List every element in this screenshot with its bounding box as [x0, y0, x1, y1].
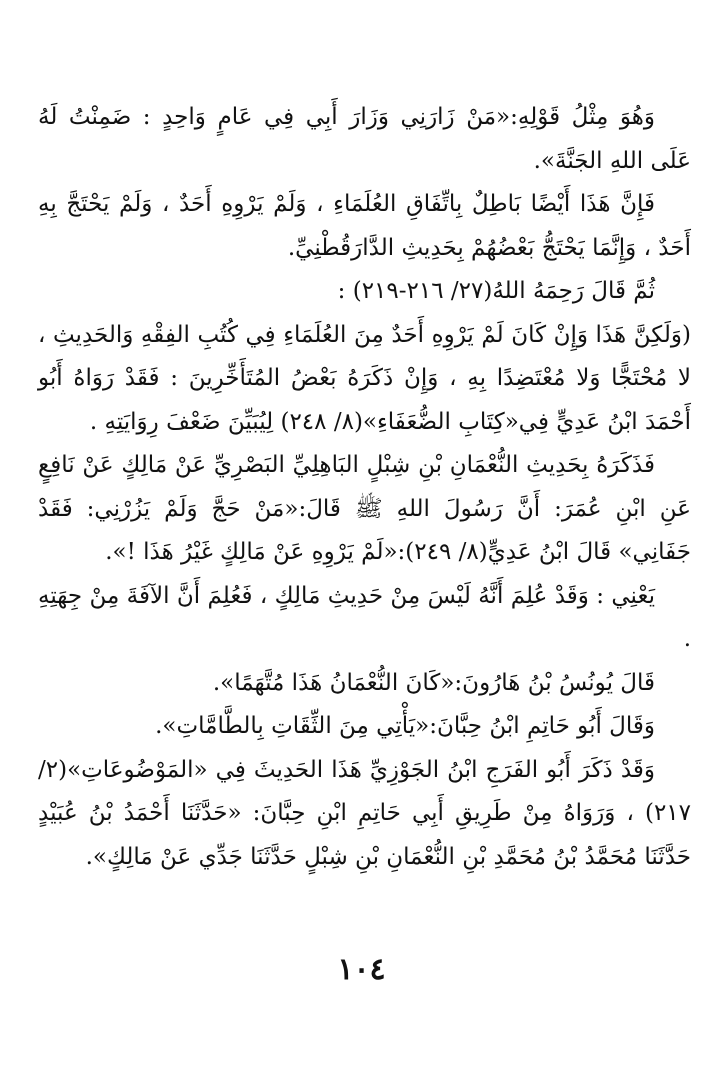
paragraph-4: فَذَكَرَهُ بِحَدِيثِ النُّعْمَانِ بْنِ شِبْلٍ البَاهِلِيِّ البَصْرِيِّ عَنْ مَالِكٍ عَنْ نَافِعٍ عَنِ ابْنِ عُمَرَ: أَنَّ رَسُولَ اللهِ ﷺ قَالَ:«مَنْ حَجَّ وَلَمْ يَزُرْنِي: فَقَدْ جَفَانِي» قَالَ ابْنُ عَدِيٍّ(٨/ ٢٤٩):«لَمْ يَرْوِهِ عَنْ مَالِكٍ غَيْرُ هَذَا !». [38, 452, 691, 565]
page-body [38, 96, 691, 879]
section-heading: ثُمَّ قَالَ رَحِمَهُ اللهُ(٢٧/ ٢١٦-٢١٩) : [337, 278, 655, 304]
paragraph-1: وَهُوَ مِثْلُ قَوْلِهِ:«مَنْ زَارَنِي وَزَارَ أَبِي فِي عَامٍ وَاحِدٍ : ضَمِنْتُ لَهُ عَلَى اللهِ الجَنَّةَ». [38, 104, 691, 174]
paragraph-5: يَعْنِي : وَقَدْ عُلِمَ أَنَّهُ لَيْسَ مِنْ حَدِيثِ مَالِكٍ ، فَعُلِمَ أَنَّ الآفَةَ مِنْ جِهَتِهِ . [38, 582, 691, 652]
page-number: ١٠٤ [337, 952, 386, 987]
paragraph-3: (وَلَكِنَّ هَذَا وَإِنْ كَانَ لَمْ يَرْوِهِ أَحَدٌ مِنَ العُلَمَاءِ فِي كُتُبِ الفِقْهِ وَالحَدِيثِ ، لا مُحْتَجًّا وَلا مُعْتَضِدًا بِهِ ، وَإِنْ ذَكَرَهُ بَعْضُ المُتَأَخِّرِينَ : فَقَدْ رَوَاهُ أَبُو أَحْمَدَ ابْنُ عَدِيٍّ فِي«كِتَابِ الضُّعَفَاءِ»(٨/ ٢٤٨) لِيُبَيِّنَ ضَعْفَ رِوَايَتِهِ . [38, 321, 691, 435]
paragraph-8: وَقَدْ ذَكَرَ أَبُو الفَرَجِ ابْنُ الجَوْزِيِّ هَذَا الحَدِيثَ فِي «المَوْضُوعَاتِ»(٢/ ٢١٧) ، وَرَوَاهُ مِنْ طَرِيقِ أَبِي حَاتِمِ ابْنِ حِبَّانَ: «حَدَّثَنَا أَحْمَدُ بْنُ عُبَيْدٍ حَدَّثَنَا مُحَمَّدُ بْنُ مُحَمَّدِ بْنِ النُّعْمَانِ بْنِ شِبْلٍ حَدَّثَنَا جَدِّي عَنْ مَالِكٍ». [38, 756, 691, 870]
paragraph-6: قَالَ يُونُسُ بْنُ هَارُونَ:«كَانَ النُّعْمَانُ هَذَا مُتَّهَمًا». [212, 669, 655, 696]
paragraph-7: وَقَالَ أَبُو حَاتِمِ ابْنُ حِبَّانَ:«يَأْتِي مِنَ الثِّقَاتِ بِالطَّامَّاتِ». [155, 713, 655, 739]
paragraph-2: فَإِنَّ هَذَا أَيْضًا بَاطِلٌ بِاتِّفَاقِ العُلَمَاءِ ، وَلَمْ يَرْوِهِ أَحَدٌ ، وَلَمْ يَحْتَجَّ بِهِ أَحَدٌ ، وَإِنَّمَا يَحْتَجُّ بَعْضُهُمْ بِحَدِيثِ الدَّارَقُطْنِيِّ. [38, 191, 691, 261]
